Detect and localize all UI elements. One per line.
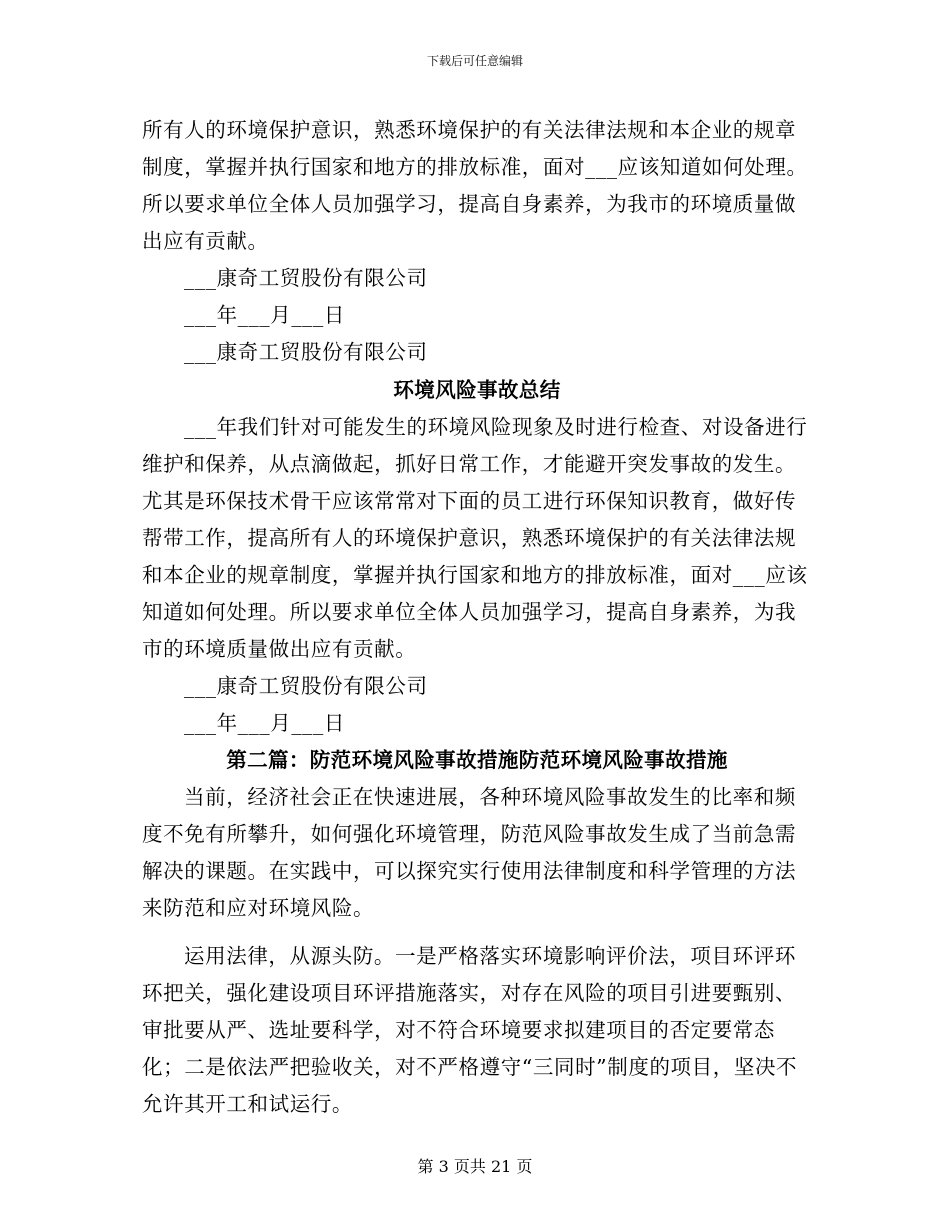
date-line: ___年___月___日 <box>184 303 345 327</box>
paragraph-intro: 当前，经济社会正在快速进展，各种环境风险事故发生的比率和频度不免有所攀升，如何强化环境管理，防范风险事故发生成了当前急需解决的课题。在实践中，可以探究实行使用法律制度和科学管理的方法来防范和应对环境风险。 <box>142 785 797 920</box>
page-footer: 第 3 页共 21 页 <box>417 1157 533 1176</box>
company-signature: ___康奇工贸股份有限公司 <box>184 266 428 290</box>
page-header: 下载后可任意编辑 <box>426 54 523 68</box>
company-signature: ___康奇工贸股份有限公司 <box>184 674 428 698</box>
chapter-title: 第二篇：防范环境风险事故措施防范环境风险事故措施 <box>226 748 728 772</box>
paragraph-continued: 所有人的环境保护意识，熟悉环境保护的有关法律法规和本企业的规章制度，掌握并执行国家和地方的排放标准，面对___应该知道如何处理。所以要求单位全体人员加强学习，提高自身素养，为我市的环境质量做出应有贡献。 <box>142 118 808 253</box>
section-title: 环境风险事故总结 <box>393 378 561 402</box>
document-body <box>142 112 812 1123</box>
company-signature: ___康奇工贸股份有限公司 <box>184 340 428 364</box>
paragraph-summary: ___年我们针对可能发生的环境风险现象及时进行检查、对设备进行维护和保养，从点滴做起，抓好日常工作，才能避开突发事故的发生。尤其是环保技术骨干应该常常对下面的员工进行环保知识教育，做好传帮带工作，提高所有人的环境保护意识，熟悉环境保护的有关法律法规和本企业的规章制度，掌握并执行国家和地方的排放标准，面对___应该知道如何处理。所以要求单位全体人员加强学习，提高自身素养，为我市的环境质量做出应有贡献。 <box>142 415 808 661</box>
date-line: ___年___月___日 <box>184 711 345 735</box>
paragraph-law: 运用法律，从源头防。一是严格落实环境影响评价法，项目环评环环把关，强化建设项目环评措施落实，对存在风险的项目引进要甄别、审批要从严、选址要科学，对不符合环境要求拟建项目的否定要常态化；二是依法严把验收关，对不严格遵守“三同时”制度的项目，坚决不允许其开工和试运行。 <box>142 944 798 1116</box>
